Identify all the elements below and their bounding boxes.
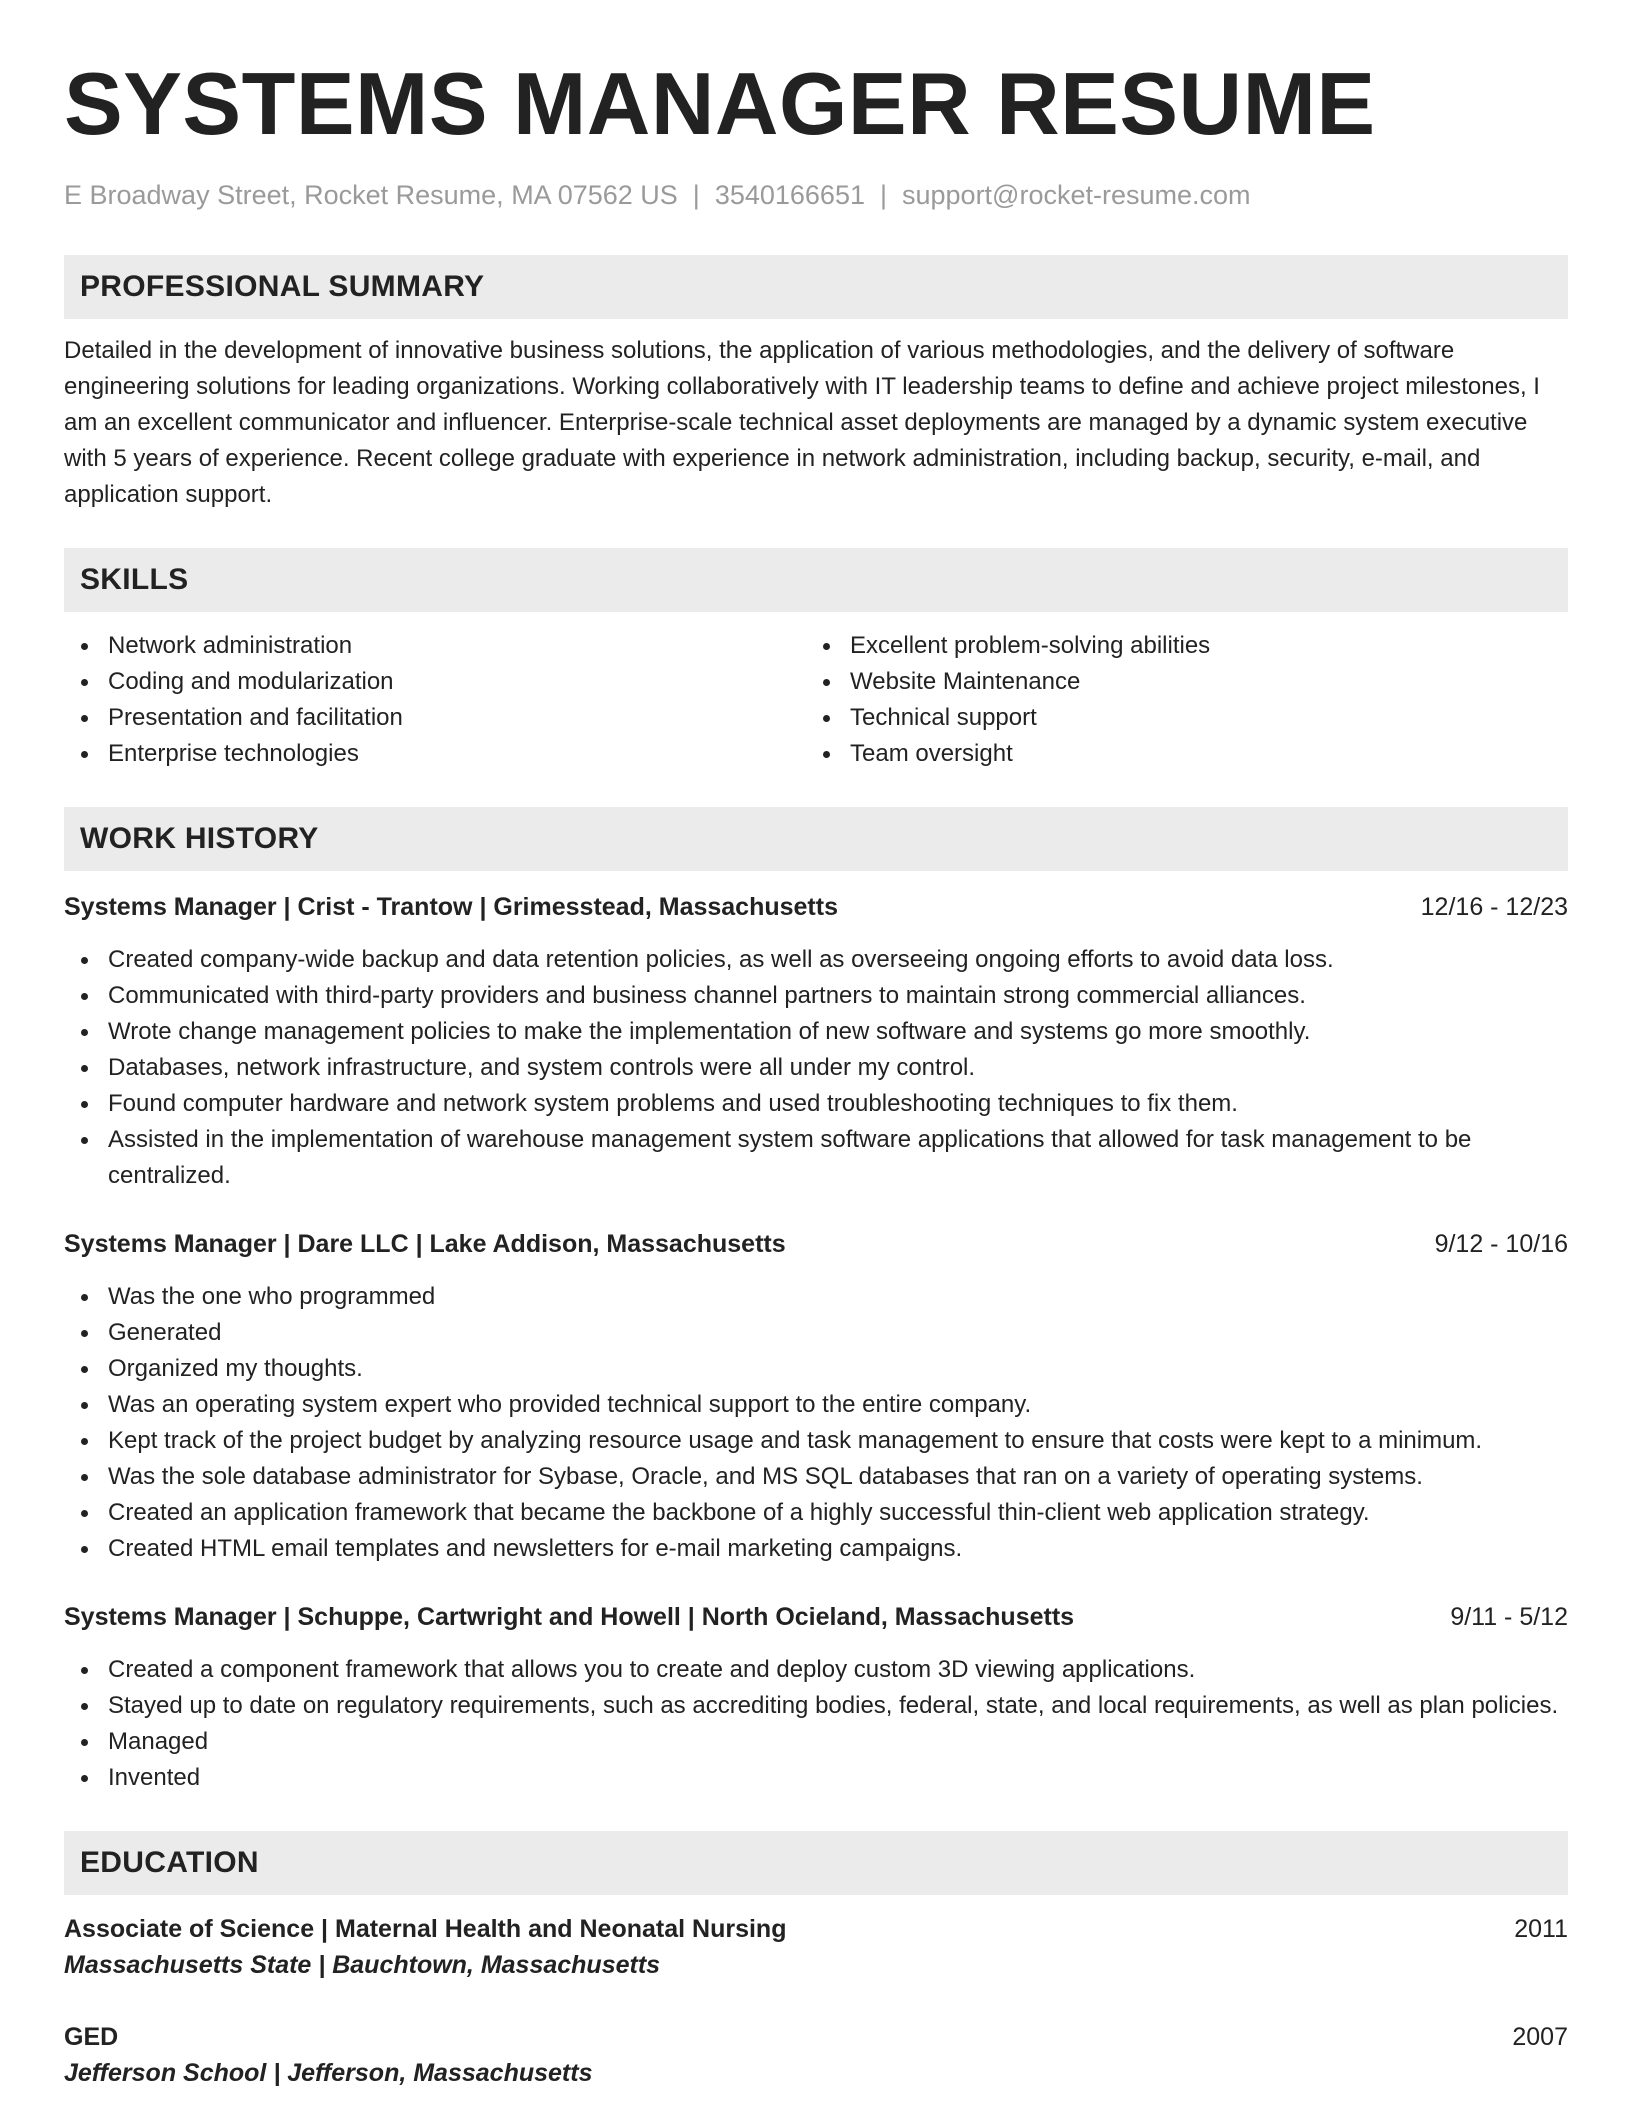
skill-item: Coding and modularization	[64, 664, 806, 700]
job-header	[64, 1600, 1568, 1634]
job-bullet: Created an application framework that became the backbone of a highly successful thin-client web application strategy.	[64, 1495, 1568, 1531]
job-bullet: Was the sole database administrator for Sybase, Oracle, and MS SQL databases that ran on a variety of operating systems.	[64, 1459, 1568, 1495]
contact-separator: |	[692, 180, 700, 210]
job-entry	[64, 890, 1568, 1194]
education-year: 2007	[1512, 2023, 1568, 2051]
education-header	[64, 1911, 1568, 1947]
job-title: Systems Manager | Dare LLC | Lake Addison, Massachusetts	[64, 1230, 786, 1258]
job-title: Systems Manager | Crist - Trantow | Grimesstead, Massachusetts	[64, 893, 838, 921]
job-dates: 9/12 - 10/16	[1434, 1230, 1568, 1258]
job-bullet: Assisted in the implementation of warehouse management system software applications that allowed for task management to be centralized.	[64, 1122, 1568, 1194]
job-bullets	[64, 942, 1568, 1194]
skills-section-header: SKILLS	[64, 548, 1568, 612]
job-bullet: Was an operating system expert who provided technical support to the entire company.	[64, 1387, 1568, 1423]
education-school: Massachusetts State | Bauchtown, Massachusetts	[64, 1951, 661, 1979]
education-section-header: EDUCATION	[64, 1831, 1568, 1895]
skill-item: Technical support	[806, 700, 1548, 736]
contact-address: E Broadway Street, Rocket Resume, MA 07562 US	[64, 180, 678, 210]
education-entry	[64, 1911, 1568, 1983]
summary-text: Detailed in the development of innovative business solutions, the application of various methodologies, and the delivery of software engineering solutions for leading organizations. Working collaboratively with IT leadership teams to define and achieve project milestones, I am an excellent communicator and influencer. Enterprise-scale technical asset deployments are managed by a dynamic system executive with 5 years of experience. Recent college graduate with experience in network administration, including backup, security, e-mail, and application support.	[64, 337, 1540, 508]
contact-email: support@rocket-resume.com	[902, 180, 1251, 210]
job-bullet: Managed	[64, 1724, 1568, 1760]
contact-line	[64, 178, 1568, 212]
job-bullet: Organized my thoughts.	[64, 1351, 1568, 1387]
job-bullet: Created company-wide backup and data retention policies, as well as overseeing ongoing efforts to avoid data loss.	[64, 942, 1568, 978]
job-dates: 9/11 - 5/12	[1450, 1603, 1568, 1631]
skill-item: Enterprise technologies	[64, 736, 806, 772]
job-entry	[64, 1227, 1568, 1567]
job-bullet: Stayed up to date on regulatory requirements, such as accrediting bodies, federal, state, and local requirements, as well as plan policies.	[64, 1688, 1568, 1724]
job-bullet: Was the one who programmed	[64, 1279, 1568, 1315]
job-entry	[64, 1600, 1568, 1796]
job-bullet: Created HTML email templates and newsletters for e-mail marketing campaigns.	[64, 1531, 1568, 1567]
job-header	[64, 890, 1568, 924]
skill-item: Team oversight	[806, 736, 1548, 772]
education-degree: Associate of Science | Maternal Health and Neonatal Nursing	[64, 1915, 787, 1943]
resume-page	[64, 0, 1568, 2091]
job-bullet: Generated	[64, 1315, 1568, 1351]
education-degree: GED	[64, 2023, 119, 2051]
job-bullet: Found computer hardware and network system problems and used troubleshooting techniques to fix them.	[64, 1086, 1568, 1122]
skill-item: Network administration	[64, 628, 806, 664]
job-bullets	[64, 1279, 1568, 1567]
work-history-section-header: WORK HISTORY	[64, 807, 1568, 871]
skill-item: Website Maintenance	[806, 664, 1548, 700]
job-bullet: Invented	[64, 1760, 1568, 1796]
contact-phone: 3540166651	[714, 180, 865, 210]
education-year: 2011	[1514, 1915, 1568, 1943]
contact-separator: |	[879, 180, 887, 210]
education-header	[64, 2019, 1568, 2055]
job-bullet: Created a component framework that allows you to create and deploy custom 3D viewing applications.	[64, 1652, 1568, 1688]
education-school: Jefferson School | Jefferson, Massachusetts	[64, 2059, 593, 2087]
skills-list	[64, 628, 1568, 772]
education-entry	[64, 2019, 1568, 2091]
skill-item: Presentation and facilitation	[64, 700, 806, 736]
job-dates: 12/16 - 12/23	[1420, 893, 1568, 921]
skills-column-right	[806, 628, 1548, 772]
job-bullet: Wrote change management policies to make the implementation of new software and systems go more smoothly.	[64, 1014, 1568, 1050]
summary-section-header: PROFESSIONAL SUMMARY	[64, 255, 1568, 319]
job-bullets	[64, 1652, 1568, 1796]
job-bullet: Communicated with third-party providers and business channel partners to maintain strong commercial alliances.	[64, 978, 1568, 1014]
job-header	[64, 1227, 1568, 1261]
job-bullet: Databases, network infrastructure, and system controls were all under my control.	[64, 1050, 1568, 1086]
job-title: Systems Manager | Schuppe, Cartwright and Howell | North Ocieland, Massachusetts	[64, 1603, 1075, 1631]
job-bullet: Kept track of the project budget by analyzing resource usage and task management to ensure that costs were kept to a minimum.	[64, 1423, 1568, 1459]
resume-title: SYSTEMS MANAGER RESUME	[64, 54, 1376, 153]
skill-item: Excellent problem-solving abilities	[806, 628, 1548, 664]
skills-column-left	[64, 628, 806, 772]
